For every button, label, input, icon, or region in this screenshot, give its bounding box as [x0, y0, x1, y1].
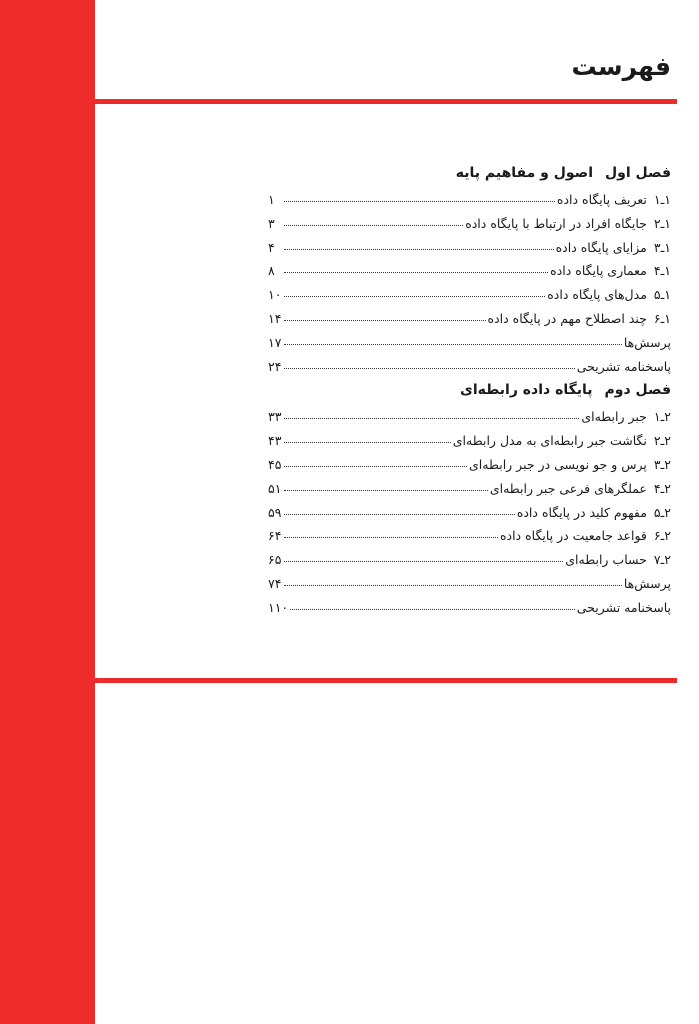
toc-entry[interactable]: [268, 457, 671, 481]
page-title: فهرست: [571, 52, 671, 81]
entry-page: ۵۱: [268, 480, 282, 496]
top-divider: [95, 99, 677, 104]
dot-leader: [284, 201, 555, 202]
dot-leader: [284, 320, 486, 321]
entry-number: ۱ـ۲: [653, 215, 671, 231]
entry-title: جبر رابطه‌ای: [581, 409, 647, 425]
entry-page: ۸: [268, 263, 275, 279]
entry-title: مدل‌های پایگاه داده: [547, 287, 647, 303]
toc-entry[interactable]: [268, 263, 671, 287]
toc-entry[interactable]: [268, 335, 671, 359]
toc-entry[interactable]: [268, 409, 671, 433]
entry-title: مزایای پایگاه داده: [555, 239, 647, 255]
chapter-label: فصل اول: [605, 165, 671, 181]
entry-number: ۱ـ۵: [653, 287, 671, 303]
entry-number: ۲ـ۵: [653, 504, 671, 520]
entry-title: قواعد جامعیت در پایگاه داده: [499, 528, 647, 544]
dot-leader: [284, 442, 451, 443]
toc-entry[interactable]: [268, 576, 671, 600]
dot-leader: [284, 585, 622, 586]
entry-title: پرس و جو نویسی در جبر رابطه‌ای: [469, 456, 647, 472]
entry-page: ۳: [268, 215, 275, 231]
entry-number: ۲ـ۴: [653, 480, 671, 496]
entry-page: ۲۴: [268, 358, 282, 374]
entry-number: ۲ـ۶: [653, 528, 671, 544]
entry-title: معماری پایگاه داده: [550, 263, 647, 279]
entry-page: ۵۹: [268, 504, 282, 520]
chapter-heading-1: [268, 165, 671, 192]
entry-title: پاسخنامه تشریحی: [576, 599, 671, 615]
dot-leader: [284, 368, 575, 369]
entry-page: ۳۳: [268, 409, 282, 425]
dot-leader: [284, 418, 579, 419]
toc-entry[interactable]: [268, 552, 671, 576]
entry-page: ۴: [268, 239, 275, 255]
toc-entry[interactable]: [268, 600, 671, 624]
dot-leader: [284, 490, 488, 491]
toc-entry[interactable]: [268, 505, 671, 529]
entry-title: جایگاه افراد در ارتباط با پایگاه داده: [465, 215, 647, 231]
toc-entry[interactable]: [268, 433, 671, 457]
entry-number: ۱ـ۴: [653, 263, 671, 279]
bottom-divider: [95, 678, 677, 683]
entry-page: ۶۴: [268, 528, 282, 544]
entry-title: حساب رابطه‌ای: [565, 552, 647, 568]
entry-title: مفهوم کلید در پایگاه داده: [516, 504, 647, 520]
chapter-label: فصل دوم: [604, 382, 671, 399]
entry-title: پرسش‌ها: [623, 575, 671, 591]
entry-title: پاسخنامه تشریحی: [576, 358, 671, 374]
dot-leader: [284, 561, 563, 562]
entry-title: پرسش‌ها: [623, 334, 671, 350]
toc-entry[interactable]: [268, 216, 671, 240]
entry-page: ۱۷: [268, 334, 282, 350]
dot-leader: [284, 514, 515, 515]
dot-leader: [284, 296, 545, 297]
dot-leader: [284, 537, 498, 538]
chapter-heading-2: [268, 382, 671, 409]
chapter-title: پایگاه داده رابطه‌ای: [460, 382, 593, 399]
entry-number: ۱ـ۳: [653, 239, 671, 255]
entry-title: تعریف پایگاه داده: [556, 192, 647, 207]
entry-number: ۲ـ۲: [653, 433, 671, 449]
entry-number: ۱ـ۱: [653, 192, 671, 207]
entry-page: ۱۴: [268, 310, 282, 326]
dot-leader: [284, 272, 548, 273]
entry-title: نگاشت جبر رابطه‌ای به مدل رابطه‌ای: [452, 433, 647, 449]
entry-title: چند اصطلاح مهم در پایگاه داده: [487, 310, 647, 326]
entry-page: ۶۵: [268, 552, 282, 568]
entry-number: ۲ـ۳: [653, 456, 671, 472]
entry-title: عملگرهای فرعی جبر رابطه‌ای: [489, 480, 647, 496]
entry-page: ۱۱۰: [268, 599, 289, 615]
entry-number: ۲ـ۷: [653, 552, 671, 568]
toc-entry[interactable]: [268, 528, 671, 552]
entry-page: ۷۴: [268, 575, 282, 591]
entry-page: ۱۰: [268, 287, 282, 303]
table-of-contents: [268, 165, 671, 624]
toc-entry[interactable]: [268, 359, 671, 383]
toc-entry[interactable]: [268, 311, 671, 335]
toc-entry[interactable]: [268, 287, 671, 311]
left-color-band: [0, 0, 95, 1024]
entry-number: ۲ـ۱: [653, 409, 671, 425]
dot-leader: [284, 249, 554, 250]
toc-entry[interactable]: [268, 192, 671, 216]
dot-leader: [284, 344, 622, 345]
entry-number: ۱ـ۶: [653, 310, 671, 326]
entry-page: ۴۳: [268, 433, 282, 449]
toc-entry[interactable]: [268, 481, 671, 505]
toc-entry[interactable]: [268, 240, 671, 264]
dot-leader: [284, 225, 463, 226]
dot-leader: [290, 609, 575, 610]
entry-page: ۱: [268, 192, 275, 207]
chapter-title: اصول و مفاهیم پایه: [455, 165, 594, 181]
dot-leader: [284, 466, 467, 467]
entry-page: ۴۵: [268, 456, 282, 472]
